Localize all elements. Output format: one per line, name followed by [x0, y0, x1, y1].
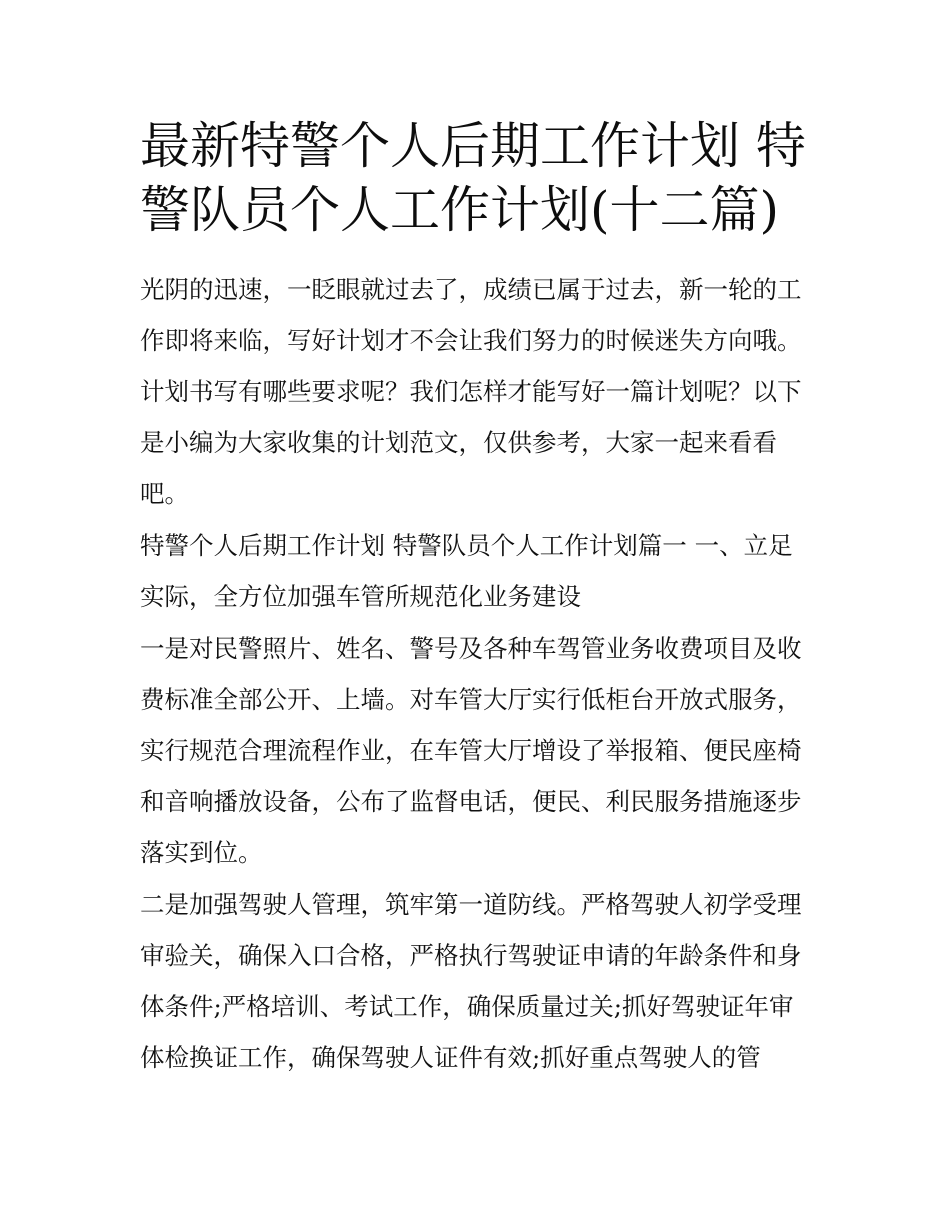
- paragraph-point-one: 一是对民警照片、姓名、警号及各种车驾管业务收费项目及收费标准全部公开、上墙。对车管大厅实行低柜台开放式服务，实行规范合理流程作业，在车管大厅增设了举报箱、便民座椅和音响播放设备，公布了监督电话，便民、利民服务措施逐步落实到位。: [140, 634, 802, 867]
- paragraph-intro: 光阴的迅速，一眨眼就过去了，成绩已属于过去，新一轮的工作即将来临，写好计划才不会让我们努力的时候迷失方向哦。计划书写有哪些要求呢？我们怎样才能写好一篇计划呢？以下是小编为大家收集的计划范文，仅供参考，大家一起来看看吧。: [140, 275, 802, 508]
- paragraph-section-heading: 特警个人后期工作计划 特警队员个人工作计划篇一 一、立足实际，全方位加强车管所规范化业务建设: [140, 531, 793, 611]
- paragraph-point-two: 二是加强驾驶人管理，筑牢第一道防线。严格驾驶人初学受理审验关，确保入口合格，严格执行驾驶证申请的年龄条件和身体条件;严格培训、考试工作，确保质量过关;抓好驾驶证年审体检换证工作，确保驾驶人证件有效;抓好重点驾驶人的管: [140, 890, 802, 1072]
- document-title: 最新特警个人后期工作计划 特警队员个人工作计划(十二篇): [140, 117, 806, 239]
- document-body: [140, 114, 815, 1084]
